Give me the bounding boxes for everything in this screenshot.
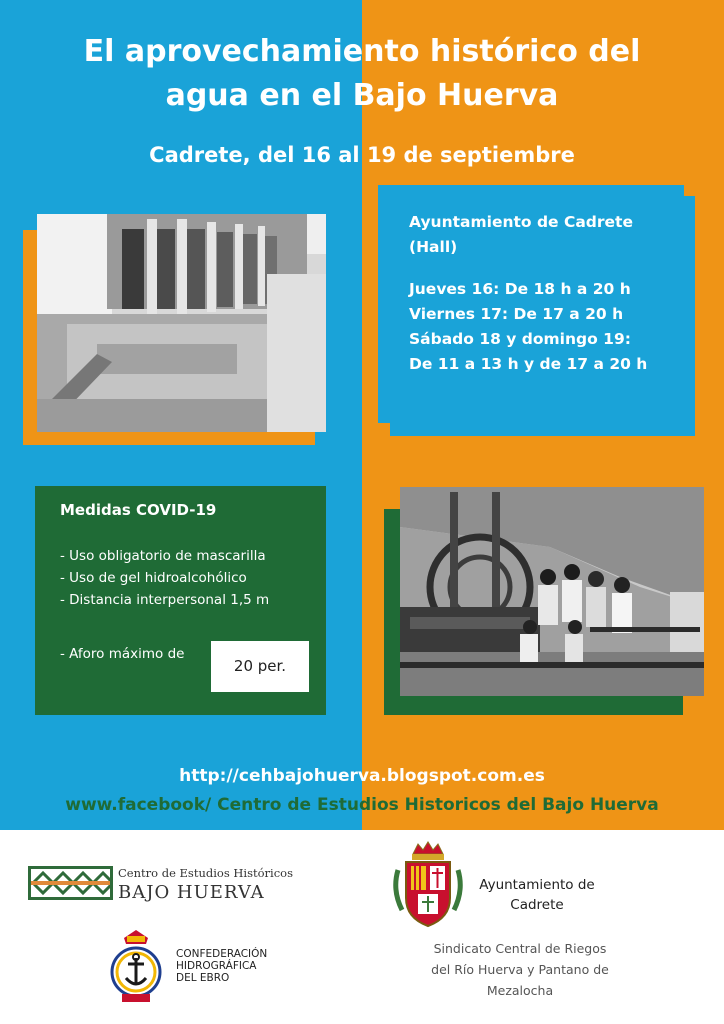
cadrete-line2: Cadrete — [510, 897, 564, 913]
facebook-url[interactable]: www.facebook/ Centro de Estudios Historicos del Bajo Huerva — [65, 795, 659, 815]
chebro-line: HIDROGRÁFICA — [176, 960, 257, 972]
schedule-line: De 11 a 13 h y de 17 a 20 h — [409, 355, 648, 373]
machinery-photo-illustration — [400, 487, 704, 696]
municipal-coat-of-arms-icon — [388, 840, 468, 930]
covid-title: Medidas COVID-19 — [60, 501, 217, 519]
anchor-crest-icon — [110, 928, 162, 1004]
sindicato-line: Sindicato Central de Riegos — [433, 941, 607, 956]
schedule-line: Viernes 17: De 17 a 20 h — [409, 305, 624, 323]
covid-item: - Uso obligatorio de mascarilla — [60, 548, 266, 564]
historic-machinery-photo — [400, 487, 704, 696]
venue-location: (Hall) — [409, 238, 458, 256]
capacity-value: 20 per. — [211, 641, 309, 692]
schedule-line: Sábado 18 y domingo 19: — [409, 330, 631, 348]
schedule-box — [390, 196, 695, 436]
ceh-name-line1: Centro de Estudios Históricos — [118, 866, 293, 880]
washhouse-photo-illustration — [37, 214, 326, 432]
covid-item: - Distancia interpersonal 1,5 m — [60, 592, 270, 608]
cadrete-line1: Ayuntamiento de — [479, 877, 595, 893]
covid-item: - Uso de gel hidroalcohólico — [60, 570, 247, 586]
venue — [409, 210, 695, 260]
covid-measures-box — [35, 486, 326, 715]
sindicato-line: Mezalocha — [486, 983, 554, 998]
capacity-label: - Aforo máximo de — [60, 646, 185, 662]
poster-title — [0, 30, 724, 118]
sindicato-line: del Río Huerva y Pantano de — [431, 962, 609, 977]
historic-washhouse-photo — [37, 214, 326, 432]
chebro-logo — [110, 928, 162, 1008]
venue-name: Ayuntamiento de Cadrete — [409, 213, 633, 231]
chebro-line: DEL EBRO — [176, 972, 230, 984]
cadrete-name — [472, 875, 602, 915]
schedule-line: Jueves 16: De 18 h a 20 h — [409, 280, 631, 298]
chebro-name — [176, 948, 267, 984]
ceh-logo — [28, 866, 113, 904]
blog-url[interactable]: http://cehbajohuerva.blogspot.com.es — [179, 766, 545, 786]
geometric-knot-logo-icon — [28, 866, 113, 900]
poster-subtitle: Cadrete, del 16 al 19 de septiembre — [149, 143, 575, 167]
ceh-name-line2: BAJO HUERVA — [118, 882, 265, 903]
sindicato-name — [420, 938, 620, 1001]
title-line-2: agua en el Bajo Huerva — [165, 78, 559, 113]
cadrete-coat-of-arms — [388, 840, 468, 934]
title-line-1: El aprovechamiento histórico del — [83, 34, 641, 69]
chebro-line: CONFEDERACIÓN — [176, 948, 268, 960]
